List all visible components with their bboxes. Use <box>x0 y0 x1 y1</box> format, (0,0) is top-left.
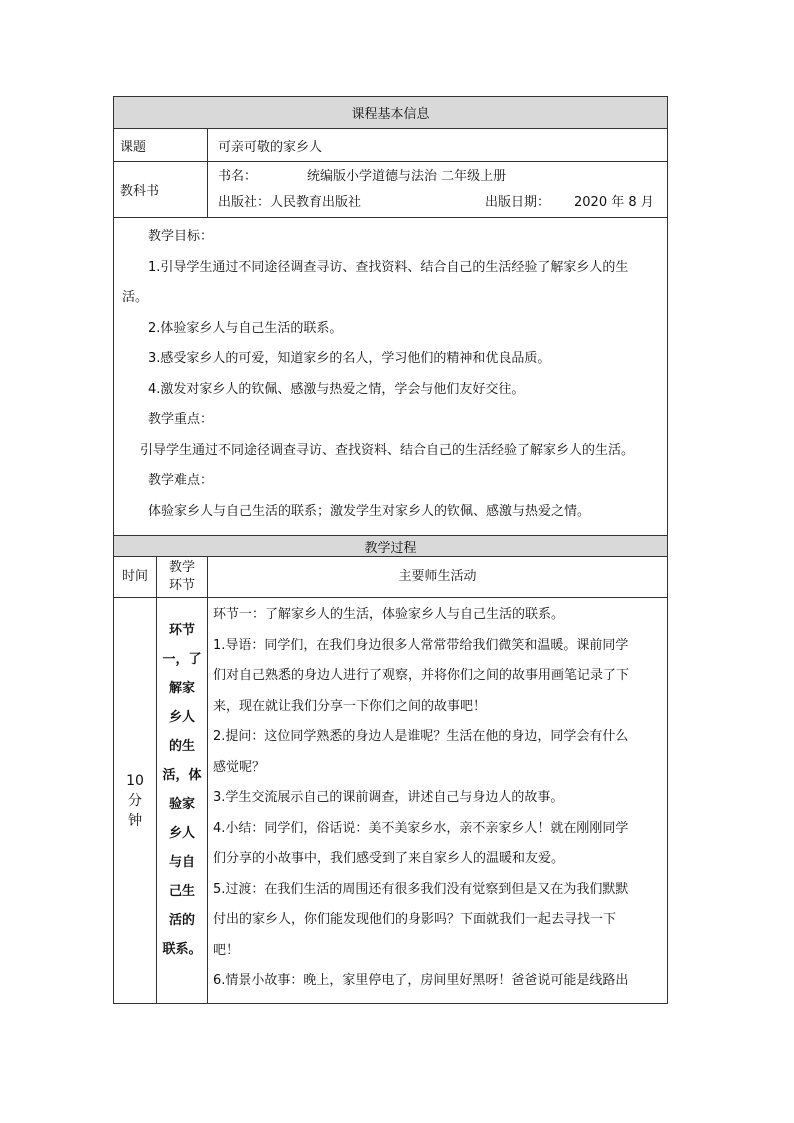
stage-line: 联系。 <box>162 942 202 957</box>
time-cell <box>114 598 157 1004</box>
stage-line: 己生 <box>168 884 195 899</box>
stage-line: 乡人 <box>168 826 195 841</box>
stage-line: 乡人 <box>168 710 195 725</box>
teaching-goals-cell <box>114 218 668 536</box>
stage-line: 与自 <box>168 855 195 870</box>
lesson-plan-table <box>113 96 668 1004</box>
activity-line: 吧！ <box>213 942 240 958</box>
activity-line: 1.导语：同学们，在我们身边很多人常常带给我们微笑和温暖。课前同学 <box>213 637 629 653</box>
topic-value: 可亲可敬的家乡人 <box>208 129 668 162</box>
stage-line: 环节 <box>168 623 195 638</box>
time-line: 钟 <box>128 812 142 829</box>
activity-line: 感觉呢？ <box>213 759 266 775</box>
activity-line: 们对自己熟悉的身边人进行了观察，并将你们之间的故事用画笔记录了下 <box>213 668 630 683</box>
activity-line: 来，现在就让我们分享一下你们之间的故事吧！ <box>213 698 487 714</box>
activity-line: 3.学生交流展示自己的课前调查，讲述自己与身边人的故事。 <box>213 790 564 805</box>
activity-line: 5.过渡：在我们生活的周围还有很多我们没有觉察到但是又在为我们默默 <box>213 881 629 897</box>
activity-line: 6.情景小故事：晚上，家里停电了，房间里好黑呀！爸爸说可能是线路出 <box>213 973 629 988</box>
key-points-text: 引导学生通过不同途径调查寻访、查找资料、结合自己的生活经验了解家乡人的生活。 <box>140 442 635 458</box>
stage-line: 活的 <box>168 913 195 928</box>
publish-date-value: 2020 年 8 月 <box>574 194 654 210</box>
goal-item: 活。 <box>122 290 149 305</box>
publisher-label: 出版社： <box>218 194 271 210</box>
time-line: 10 <box>126 772 144 789</box>
stage-line: 活，体 <box>162 768 202 783</box>
goal-item: 3.感受家乡人的可爱，知道家乡的名人，学习他们的精神和优良品质。 <box>148 351 551 366</box>
book-name-value: 统编版小学道德与法治 二年级上册 <box>307 168 507 184</box>
activity-line: 们分享的小故事中，我们感受到了来自家乡人的温暖和友爱。 <box>213 851 565 866</box>
col-time-header: 时间 <box>114 557 157 598</box>
textbook-info <box>208 162 668 218</box>
publish-date-label: 出版日期： <box>485 194 551 210</box>
textbook-label: 教科书 <box>114 162 208 218</box>
time-line: 分 <box>128 792 142 809</box>
col-stage-header <box>157 557 208 598</box>
activity-line: 付出的家乡人，你们能发现他们的身影吗？下面就我们一起去寻找一下 <box>213 912 617 927</box>
activities-cell <box>208 598 668 1004</box>
activity-line: 4.小结：同学们，俗话说：美不美家乡水，亲不亲家乡人！就在刚刚同学 <box>213 820 629 836</box>
publisher-value: 人民教育出版社 <box>270 194 362 210</box>
goals-title: 教学目标： <box>148 229 214 244</box>
stage-line: 一，了 <box>162 652 202 667</box>
activity-line: 环节一：了解家乡人的生活，体验家乡人与自己生活的联系。 <box>213 607 565 622</box>
book-name-label: 书名： <box>218 168 258 184</box>
goal-item: 2.体验家乡人与自己生活的联系。 <box>148 320 343 336</box>
stage-line: 的生 <box>168 739 195 754</box>
publisher-line <box>218 190 667 216</box>
book-name-line <box>218 164 667 190</box>
col-stage-line: 环节 <box>168 578 195 593</box>
key-points-title: 教学重点： <box>148 412 214 427</box>
difficulties-text: 体验家乡人与自己生活的联系；激发学生对家乡人的钦佩、感激与热爱之情。 <box>148 503 591 519</box>
topic-label: 课题 <box>114 129 208 162</box>
stage-line: 解家 <box>168 681 195 696</box>
basic-info-header: 课程基本信息 <box>114 97 668 129</box>
activity-line: 2.提问：这位同学熟悉的身边人是谁呢？生活在他的身边，同学会有什么 <box>213 729 629 744</box>
col-activity-header: 主要师生活动 <box>208 557 668 598</box>
difficulties-title: 教学难点： <box>148 473 214 488</box>
goal-item: 4.激发对家乡人的钦佩、感激与热爱之情，学会与他们友好交往。 <box>148 381 525 397</box>
stage-cell <box>157 598 208 1004</box>
goal-item: 1.引导学生通过不同途径调查寻访、查找资料、结合自己的生活经验了解家乡人的生 <box>148 259 629 275</box>
stage-line: 验家 <box>168 797 195 812</box>
process-header: 教学过程 <box>114 536 668 557</box>
col-stage-line: 教学 <box>168 560 195 575</box>
